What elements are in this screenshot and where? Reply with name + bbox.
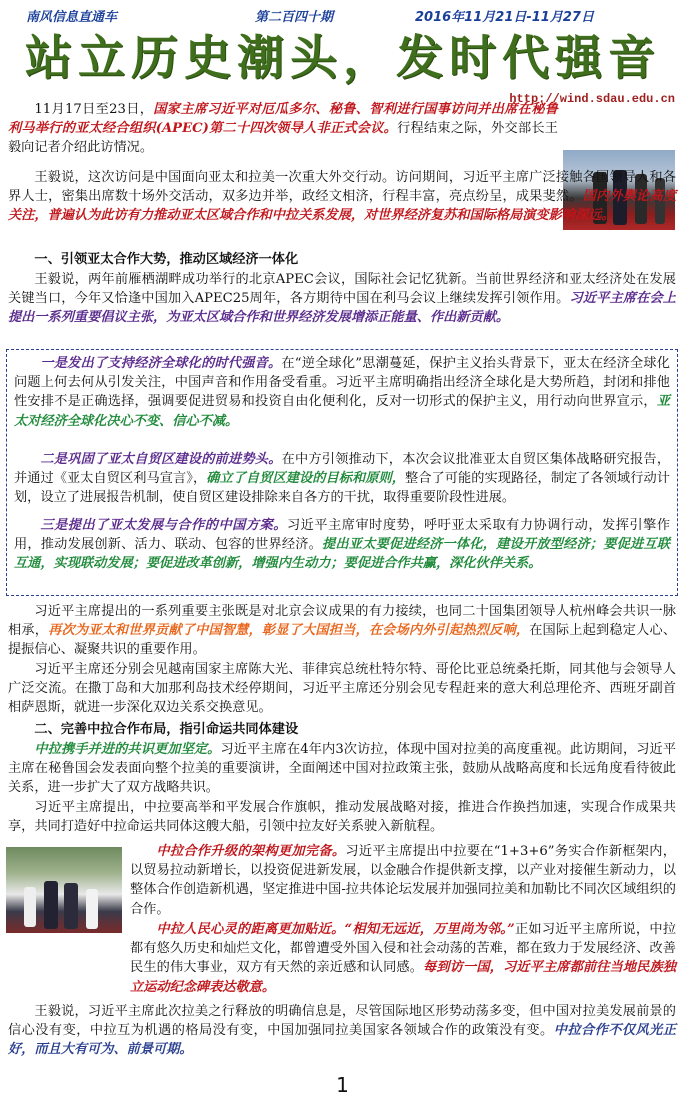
paragraph-conclusion: 王毅说，习近平主席此次拉美之行释放的明确信息是，尽管国际地区形势动荡多变，但中国对拉美发展前景的信心没有变，中拉互为机遇的格局没有变，中国加强同拉美国家各领域合作的政策没有变。中拉合作不仅风光正好，而且大有可为、前景可期。 <box>8 1004 677 1058</box>
paragraph-apec: 王毅说，两年前雁栖湖畔成功举行的北京APEC会议，国际社会记忆犹新。当前世界经济和亚太经济处在发展关键当口，今年又恰逢中国加入APEC25周年，各方期待中国在利马会议上继续发挥引领作用。习近平主席在会上提出一系列重要倡议主张，为亚太区域合作和世界经济发展增添正能量、作出新贡献。 <box>8 272 676 326</box>
paragraph-overview: 王毅说，这次访问是中国面向亚太和拉美一次重大外交行动。访问期间，习近平主席广泛接触各国领导人和各界人士，密集出席数十场外交活动，双多边并举，政经文相济，行程丰富，亮点纷呈，成果斐然。国内外舆论高度关注，普遍认为此访有力推动亚太区域合作和中拉关系发展，对世界经济复苏和国际格局演变影响深远。 <box>8 170 677 224</box>
paragraph-latam-consensus: 中拉携手并进的共识更加坚定。习近平主席在4年内3次访拉，体现中国对拉美的高度重视。此访期间，习近平主席在秘鲁国会发表面向整个拉美的重要演讲，全面阐述中国对拉政策主张，鼓励从战略高度和长远角度看待彼此关系，进一步扩大了双方战略共识。 <box>8 742 677 796</box>
page-number: 1 <box>336 1073 349 1097</box>
site-url[interactable]: http://wind.sdau.edu.cn <box>509 92 675 106</box>
header-bar <box>20 6 670 24</box>
paragraph-intro: 11月17日至23日，国家主席习近平对厄瓜多尔、秘鲁、智利进行国事访问并出席在秘鲁利马举行的亚太经合组织(APEC)第二十四次领导人非正式会议。行程结束之际，外交部长王毅向记者介绍此访情况。 <box>8 102 558 156</box>
header-publication: 南风信息直通车 <box>26 10 118 25</box>
header-issue: 第二百四十期 <box>255 10 334 25</box>
paragraph-summary: 习近平主席提出的一系列重要主张既是对北京会议成果的有力接续，也同二十国集团领导人杭州峰会共识一脉相承，再次为亚太和世界贡献了中国智慧，彰显了大国担当，在会场内外引起热烈反响，在国际上起到稳定人心、提振信心、凝聚共识的重要作用。 <box>8 604 677 658</box>
photo-honor-guard <box>6 847 122 933</box>
page-title: 站立历史潮头，发时代强音 <box>25 31 661 86</box>
paragraph-latam-people: 中拉人民心灵的距离更加贴近。“相知无远近，万里尚为邻。”正如习近平主席所说，中拉都有悠久历史和灿烂文化，都曾遭受外国入侵和社会动荡的苦难，都在致力于发展经济、改善民生的伟大事业，双方有天然的亲近感和认同感。每到访一国，习近平主席都前往当地民族独立运动纪念碑表达敬意。 <box>130 922 677 995</box>
header-date: 2016年11月21日-11月27日 <box>415 10 594 25</box>
section-heading-2: 二、完善中拉合作布局，指引命运共同体建设 <box>34 722 299 737</box>
paragraph-latam-framework: 中拉合作升级的架构更加完备。习近平主席提出中拉要在“1+3+6”务实合作新框架内，以贸易拉动新增长，以投资促进新发展，以金融合作提供新支撑，以产业对接催生新动力，以整体合作创造新机遇，坚定推进中国-拉共体论坛发展并加强同拉美和加勒比不同次区域组织的合作。 <box>130 844 676 917</box>
paragraph-latam-flag: 习近平主席提出，中拉要高举和平发展合作旗帜，推动发展战略对接，推进合作换挡加速，实现合作成果共享，共同打造好中拉命运共同体这艘大船，引领中拉友好关系驶入新航程。 <box>8 800 676 835</box>
section-heading-1: 一、引领亚太合作大势，推动区域经济一体化 <box>34 252 299 267</box>
point-one: 一是发出了支持经济全球化的时代强音。在“逆全球化”思潮蔓延，保护主义抬头背景下，亚太在经济全球化问题上何去何从引发关注，中国声音和作用备受看重。习近平主席明确指出经济全球化是大势所趋，封闭和排他性安排不是正确选择，强调要促进贸易和投资自由化便利化，反对一切形式的保护主义，用行动向世界宣示，亚太对经济全球化决心不变、信心不减。 <box>14 356 670 429</box>
paragraph-meetings: 习近平主席还分别会见越南国家主席陈大光、菲律宾总统杜特尔特、哥伦比亚总统桑托斯，同其他与会领导人广泛交流。在撒丁岛和大加那利岛技术经停期间，习近平主席还分别会见专程赶来的意大利总理伦齐、西班牙副首相萨恩斯，就进一步深化双边关系交换意见。 <box>8 662 676 716</box>
point-three: 三是提出了亚太发展与合作的中国方案。习近平主席审时度势，呼吁亚太采取有力协调行动，发挥引擎作用，推动发展创新、活力、联动、包容的世界经济。提出亚太要促进经济一体化，建设开放型经济；要促进互联互通，实现联动发展；要促进改革创新，增强内生动力；要促进合作共赢，深化伙伴关系。 <box>14 518 671 572</box>
point-two: 二是巩固了亚太自贸区建设的前进势头。在中方引领推动下，本次会议批准亚太自贸区集体战略研究报告，并通过《亚太自贸区利马宣言》，确立了自贸区建设的目标和原则，整合了可能的实现路径，制定了各领域行动计划，设立了进展报告机制，使自贸区建设排除来自各方的干扰，取得重要阶段性进展。 <box>14 452 671 506</box>
